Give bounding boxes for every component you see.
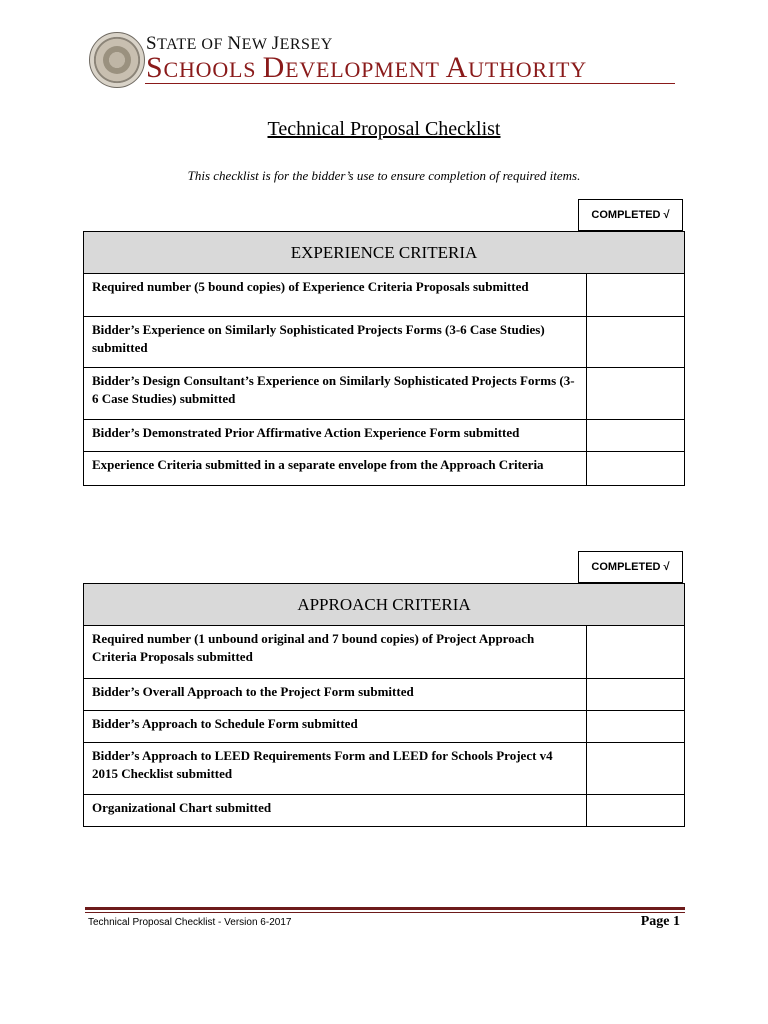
state-text-1: TATE OF [157,36,228,53]
table-row [84,711,685,743]
experience-check-4[interactable] [586,420,684,452]
state-initial-j: J [271,33,280,54]
state-text-3: ERSEY [279,36,333,53]
document-subtitle: This checklist is for the bidder’s use to ensure completion of required items. [187,168,581,183]
experience-check-3[interactable] [586,368,684,420]
approach-item-4: Bidder’s Approach to LEED Requirements Form and LEED for Schools Project v4 2015 Checklist submitted [84,743,587,795]
experience-item-5: Experience Criteria submitted in a separate envelope from the Approach Criteria [84,452,587,486]
experience-item-4: Bidder’s Demonstrated Prior Affirmative Action Experience Form submitted [84,420,587,452]
state-text-2: EW [241,36,272,53]
footer-rule-thick [85,907,685,910]
experience-item-3: Bidder’s Design Consultant’s Experience on Similarly Sophisticated Projects Forms (3-6 Case Studies) submitted [84,368,587,420]
header-rule [145,83,675,84]
table-row [84,420,685,452]
table-row [84,452,685,486]
nj-state-seal [89,32,145,88]
seal-center [103,46,131,74]
sda-text-3: UTHORITY [468,57,587,82]
table-row [84,795,685,827]
experience-item-2: Bidder’s Experience on Similarly Sophisticated Projects Forms (3-6 Case Studies) submitted [84,317,587,368]
sda-text-2: EVELOPMENT [285,57,446,82]
state-initial-s: S [146,33,158,54]
table-row [84,368,685,420]
document-title: Technical Proposal Checklist [267,118,501,140]
approach-criteria-table [83,583,685,827]
approach-item-3: Bidder’s Approach to Schedule Form submitted [84,711,587,743]
sda-initial-a: A [445,51,469,84]
sda-initial-d: D [262,51,286,84]
state-initial-n: N [227,33,242,54]
experience-check-5[interactable] [586,452,684,486]
table-row [84,626,685,679]
table-row [84,679,685,711]
sda-initial-s: S [146,51,164,84]
page-number: Page 1 [640,914,680,929]
experience-criteria-heading: EXPERIENCE CRITERIA [84,232,685,274]
experience-check-2[interactable] [586,317,684,368]
table-row [84,743,685,795]
approach-item-1: Required number (1 unbound original and 7 bound copies) of Project Approach Criteria Proposals submitted [84,626,587,679]
approach-check-3[interactable] [586,711,684,743]
experience-check-1[interactable] [586,274,684,317]
table-row [84,317,685,368]
approach-criteria-heading: APPROACH CRITERIA [84,584,685,626]
schools-development-authority [146,51,587,85]
approach-check-1[interactable] [586,626,684,679]
approach-item-2: Bidder’s Overall Approach to the Project Form submitted [84,679,587,711]
approach-check-4[interactable] [586,743,684,795]
approach-check-5[interactable] [586,795,684,827]
approach-item-5: Organizational Chart submitted [84,795,587,827]
experience-item-1: Required number (5 bound copies) of Experience Criteria Proposals submitted [84,274,587,317]
footer-version: Technical Proposal Checklist - Version 6-2017 [88,917,292,928]
experience-completed-header: COMPLETED √ [578,199,683,231]
approach-completed-header: COMPLETED √ [578,551,683,583]
footer-rule-thin [85,912,685,913]
table-row [84,274,685,317]
experience-criteria-table [83,231,685,486]
approach-check-2[interactable] [586,679,684,711]
sda-text-1: CHOOLS [163,57,263,82]
